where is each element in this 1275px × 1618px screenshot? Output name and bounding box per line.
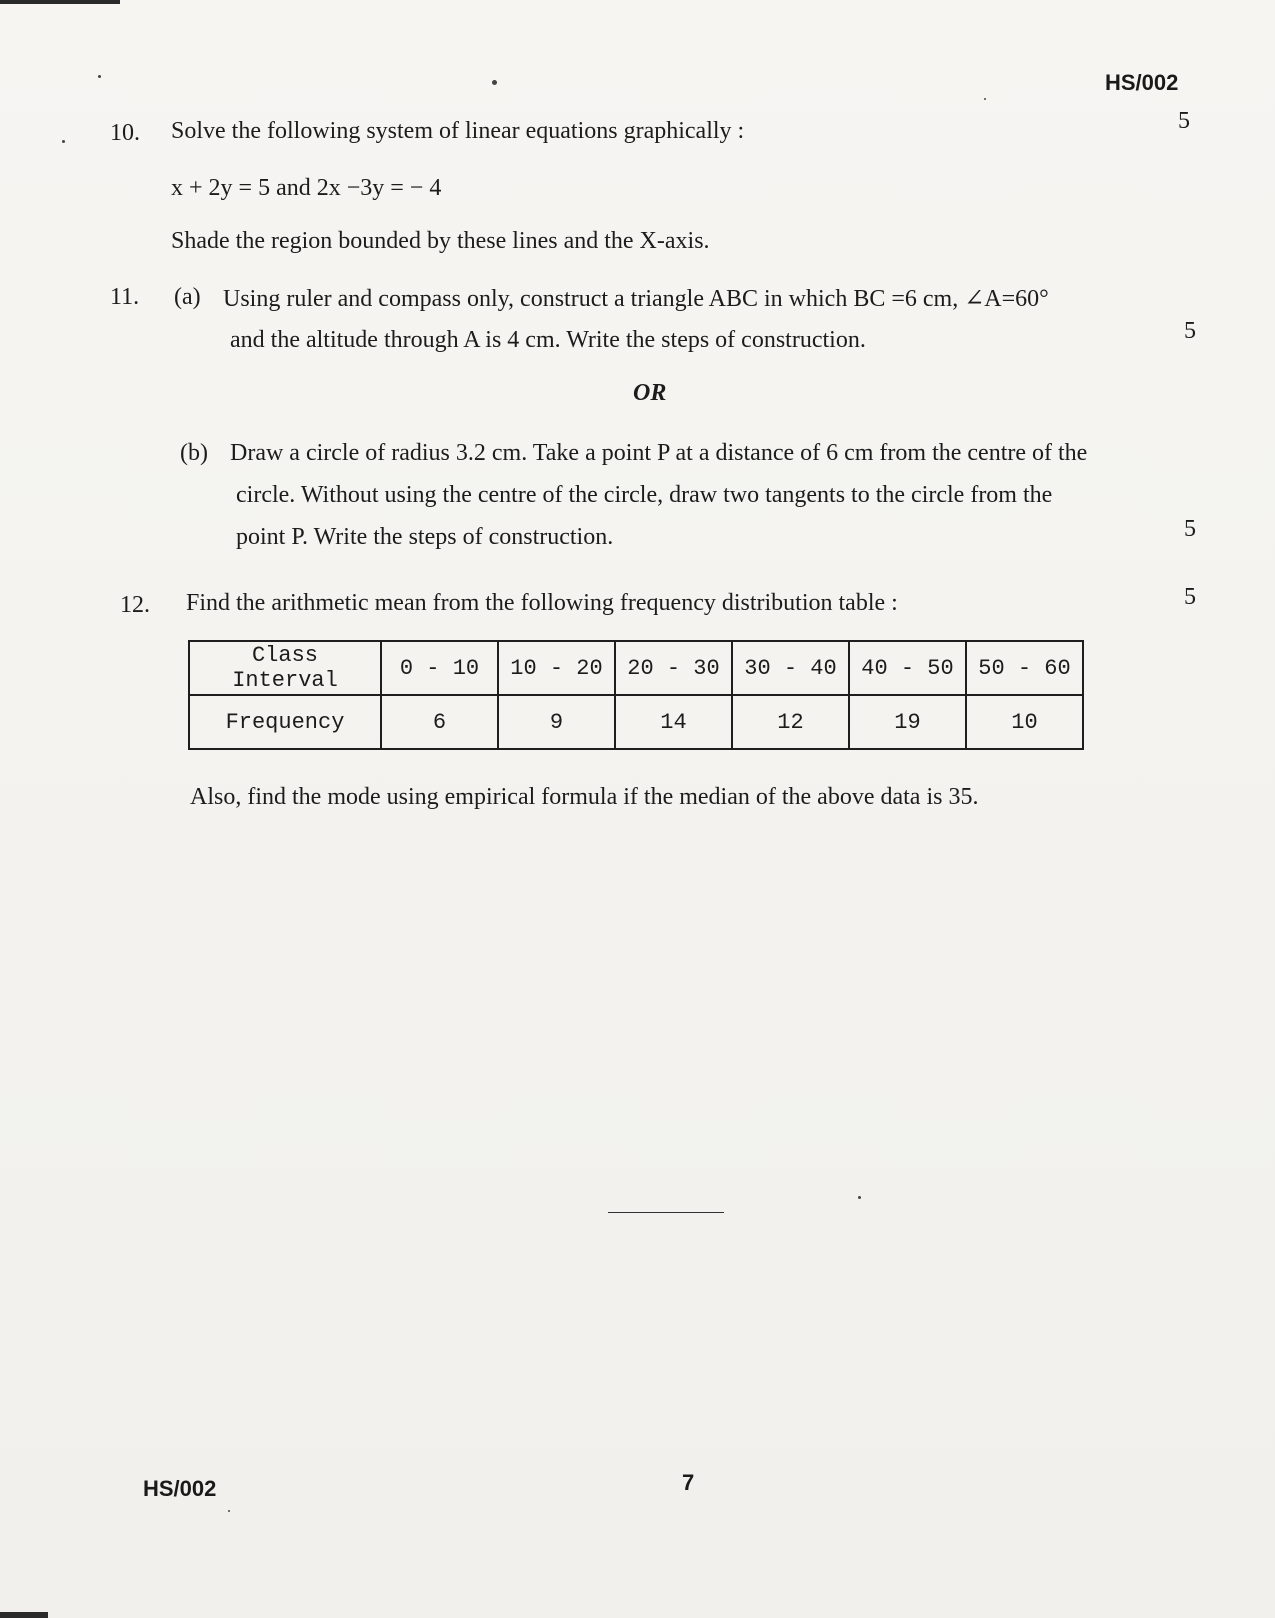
page-edge-shadow xyxy=(0,0,120,4)
question-11b-label: (b) xyxy=(180,440,208,466)
question-10-equations: x + 2y = 5 and 2x −3y = − 4 xyxy=(171,175,442,201)
question-10-marks: 5 xyxy=(1178,108,1190,134)
table-cell-frequency: 12 xyxy=(732,695,849,749)
table-cell-frequency: 9 xyxy=(498,695,615,749)
speck xyxy=(492,80,497,85)
question-11-number: 11. xyxy=(110,284,140,310)
question-11b-line1: Draw a circle of radius 3.2 cm. Take a point P at a distance of 6 cm from the centre of the xyxy=(230,440,1088,466)
table-row-header: Frequency xyxy=(189,695,381,749)
question-11b-line3: point P. Write the steps of construction. xyxy=(236,524,614,550)
table-cell-interval: 20 - 30 xyxy=(615,641,732,695)
question-11b-line2: circle. Without using the centre of the circle, draw two tangents to the circle from the xyxy=(236,482,1053,508)
table-cell-interval: 40 - 50 xyxy=(849,641,966,695)
table-cell-frequency: 10 xyxy=(966,695,1083,749)
page-edge-shadow xyxy=(0,1612,48,1618)
table-row-header: Class Interval xyxy=(189,641,381,695)
question-12-number: 12. xyxy=(120,592,150,618)
or-separator: OR xyxy=(633,380,667,406)
table-row-class-interval xyxy=(189,641,1083,695)
paper-code-header: HS/002 xyxy=(1105,70,1179,95)
frequency-distribution-table xyxy=(188,640,1084,750)
question-10-text: Solve the following system of linear equations graphically : xyxy=(171,118,745,144)
table-row-frequency xyxy=(189,695,1083,749)
table-cell-interval: 30 - 40 xyxy=(732,641,849,695)
question-11a-label: (a) xyxy=(174,284,201,310)
question-12-marks: 5 xyxy=(1184,584,1196,610)
end-of-section-rule xyxy=(608,1212,724,1213)
speck xyxy=(62,140,65,143)
paper-code-footer: HS/002 xyxy=(143,1476,217,1501)
question-11b-marks: 5 xyxy=(1184,516,1196,542)
table-cell-frequency: 6 xyxy=(381,695,498,749)
question-11a-line1: Using ruler and compass only, construct a triangle ABC in which BC =6 cm, ∠A=60° xyxy=(223,286,1049,312)
table-cell-frequency: 14 xyxy=(615,695,732,749)
question-11a-line2: and the altitude through A is 4 cm. Write the steps of construction. xyxy=(230,327,866,353)
table-cell-interval: 0 - 10 xyxy=(381,641,498,695)
speck xyxy=(858,1196,861,1199)
question-10-number: 10. xyxy=(110,120,140,146)
speck xyxy=(228,1510,230,1512)
question-10-shade-instruction: Shade the region bounded by these lines and the X-axis. xyxy=(171,228,710,254)
question-12-followup: Also, find the mode using empirical formula if the median of the above data is 35. xyxy=(190,784,979,810)
table-cell-frequency: 19 xyxy=(849,695,966,749)
question-12-text: Find the arithmetic mean from the following frequency distribution table : xyxy=(186,590,898,616)
question-11a-marks: 5 xyxy=(1184,318,1196,344)
speck xyxy=(984,98,986,100)
speck xyxy=(98,75,101,78)
table-cell-interval: 10 - 20 xyxy=(498,641,615,695)
page-number: 7 xyxy=(682,1470,695,1495)
table-cell-interval: 50 - 60 xyxy=(966,641,1083,695)
